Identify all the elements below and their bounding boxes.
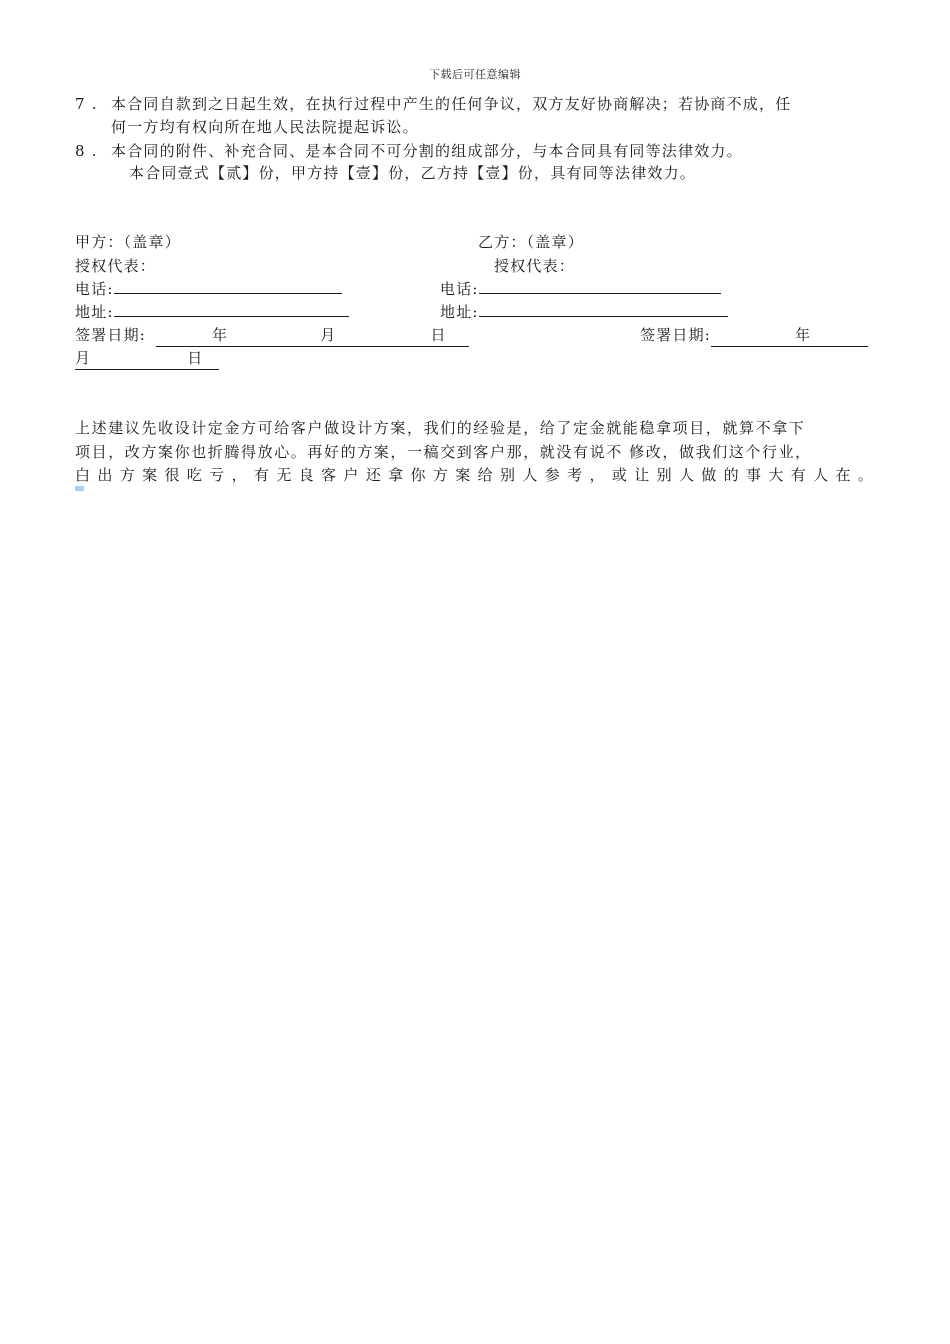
clause-text-line1: 本合同自款到之日起生效，在执行过程中产生的任何争议，双方友好协商解决；若协商不成，任 [111, 95, 792, 113]
note-line-2: 项目，改方案你也折腾得放心。再好的方案，一稿交到客户那，就没有说不 修改，做我们这个行业， [75, 443, 812, 461]
phone-label: 电话: [75, 280, 114, 298]
clause-7 [75, 93, 791, 139]
party-b-address [440, 301, 728, 323]
party-b-sign-date [640, 324, 868, 347]
note-line-3: 白 出 方 案 很 吃 亏 ， 有 无 良 客 户 还 拿 你 方 案 给 别 人 参 考 ， 或 让 别 人 做 的 事 大 有 人 在 。 [75, 466, 875, 484]
address-fill-line [114, 301, 349, 317]
clause-number: 7 . [75, 95, 98, 113]
date-fill-line [156, 324, 469, 347]
clause-text-line1: 本合同的附件、补充合同、是本合同不可分割的组成部分，与本合同具有同等法律效力。 [111, 142, 743, 160]
date-label: 签署日期: [75, 326, 147, 344]
page-header: 下载后可任意编辑 [429, 68, 521, 81]
address-label: 地址: [75, 303, 114, 321]
clause-8 [75, 140, 743, 163]
day-unit: 日 [187, 349, 204, 367]
selection-marker [75, 486, 84, 491]
day-unit: 日 [430, 326, 447, 344]
party-a-phone [75, 278, 342, 300]
phone-fill-line [114, 278, 342, 294]
year-unit: 年 [795, 326, 812, 344]
party-b-phone [440, 278, 721, 300]
year-unit: 年 [212, 326, 229, 344]
party-a-address [75, 301, 349, 323]
party-b-label: 乙方：（盖章） [478, 233, 584, 251]
clause-text-line2: 何一方均有权向所在地人民法院提起诉讼。 [111, 118, 419, 136]
date-fill-line [711, 324, 868, 347]
copies-statement: 本合同壹式【贰】份，甲方持【壹】份，乙方持【壹】份，具有同等法律效力。 [129, 164, 697, 182]
phone-label: 电话: [440, 280, 479, 298]
month-unit: 月 [75, 349, 92, 367]
party-b-sign-date-cont [75, 347, 219, 370]
party-a-label: 甲方：（盖章） [75, 233, 181, 251]
address-fill-line [479, 301, 728, 317]
address-label: 地址: [440, 303, 479, 321]
date-fill-line [75, 347, 219, 370]
month-unit: 月 [320, 326, 337, 344]
party-b-rep-label: 授权代表： [494, 257, 576, 275]
note-line-1: 上述建议先收设计定金方可给客户做设计方案，我们的经验是，给了定金就能稳拿项目，就算不拿下 [75, 419, 806, 437]
party-a-sign-date [75, 324, 469, 347]
date-label: 签署日期: [640, 326, 712, 344]
clause-number: 8 . [75, 142, 98, 160]
party-a-rep-label: 授权代表： [75, 257, 157, 275]
phone-fill-line [479, 278, 721, 294]
